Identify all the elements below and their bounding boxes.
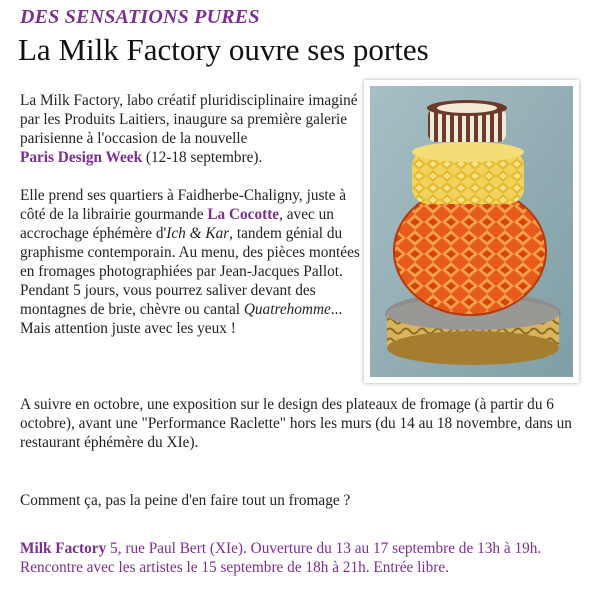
milk-factory-link[interactable]: Milk Factory [20,540,107,557]
intro-text: La Milk Factory, labo créatif pluridisciplinaire imaginé par les Produits Laitiers, inaugure sa première galerie parisienne à l'occasion de la nouvelle [20,92,358,147]
paris-design-week-link[interactable]: Paris Design Week [20,149,143,166]
location-text-4: ... Mais attention juste avec les yeux ! [20,301,343,337]
ich-kar-name: Ich & Kar [166,225,230,242]
intro-dates: (12-18 septembre). [142,149,263,166]
intro-paragraph [20,91,360,167]
article-column [20,91,360,357]
location-text-1: Elle prend ses quartiers à Faidherbe-Chaligny, juste à côté de la librairie gourmande [20,187,347,223]
quatrehomme-name: Quatrehomme [243,301,331,318]
article-kicker: DES SENSATIONS PURES [20,6,260,28]
cheese-tower-photo [364,80,579,383]
location-text-3: , tandem génial du graphisme contemporain. Au menu, des pièces montées en fromages photographiées par Jean-Jacques Pallot. Pendant 5 jours, vous pourrez saliver devant des montagnes de brie, chèvre ou cantal [20,225,360,318]
location-paragraph [20,186,360,338]
cheese-tower-image [370,86,573,377]
practical-info [20,539,582,577]
october-paragraph: A suivre en octobre, une exposition sur le design des plateaux de fromage (à partir du 6 octobre), avant une "Performance Raclette" hors les murs (du 14 au 18 novembre, dans un restaurant éphémère du XIe). [20,396,572,451]
location-text-2: , avec un accrochage éphémère d' [20,206,334,242]
article-headline: La Milk Factory ouvre ses portes [18,32,429,67]
closing-question: Comment ça, pas la peine d'en faire tout un fromage ? [20,492,351,509]
practical-info-text: 5, rue Paul Bert (XIe). Ouverture du 13 au 17 septembre de 13h à 19h. Rencontre avec les artistes le 15 septembre de 18h à 21h. Entrée libre. [20,540,542,576]
la-cocotte-link[interactable]: La Cocotte [207,206,280,223]
